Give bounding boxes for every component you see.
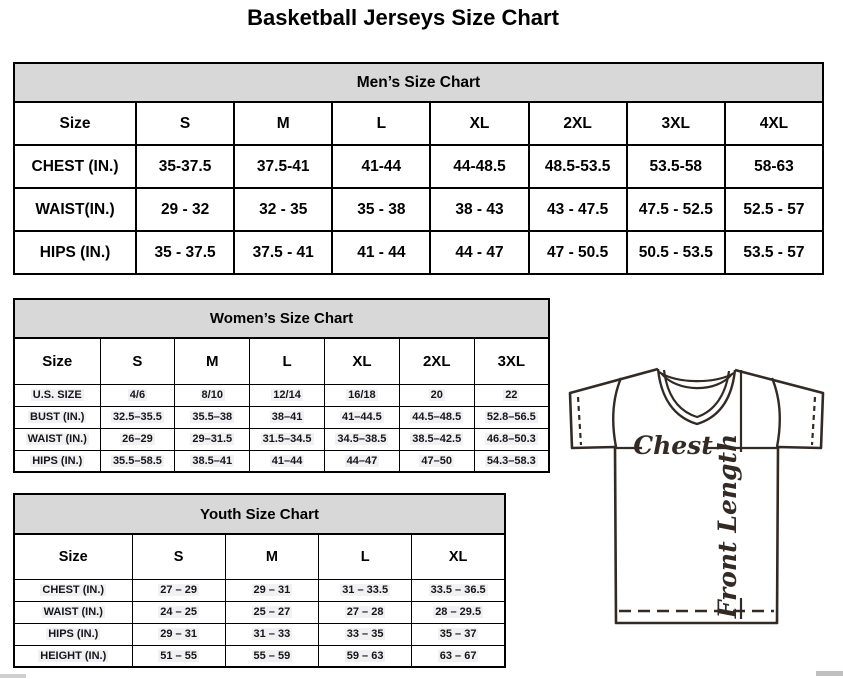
mens-size-column-header: S	[136, 102, 234, 145]
womens-value-cell-text: 41–44	[271, 454, 303, 467]
womens-value-cell-text: 29–31.5	[192, 433, 233, 445]
youth-value-cell	[225, 645, 318, 667]
mens-size-column-header: 4XL	[725, 102, 823, 145]
youth-value-cell-text: 35 – 37	[439, 628, 477, 640]
youth-measurement-row	[14, 601, 505, 623]
youth-size-header-row	[14, 534, 505, 579]
chest-label: Chest	[633, 431, 713, 460]
mens-row-label: HIPS (IN.)	[14, 231, 136, 274]
youth-value-cell-text: 24 – 25	[160, 606, 197, 618]
mens-value-cell: 32 - 35	[234, 188, 332, 231]
mens-value-cell: 48.5-53.5	[529, 145, 627, 188]
right-armhole-seam	[772, 378, 780, 447]
womens-value-cell	[250, 406, 325, 428]
mens-size-column-header: M	[234, 102, 332, 145]
mens-size-header-row	[14, 102, 823, 145]
mens-row-label: CHEST (IN.)	[14, 145, 136, 188]
womens-value-cell	[324, 428, 399, 450]
womens-row-label-text: U.S. SIZE	[32, 389, 82, 401]
youth-value-cell-text: 63 – 67	[439, 649, 477, 662]
mens-size-column-header: 2XL	[529, 102, 627, 145]
womens-value-cell	[474, 384, 549, 406]
womens-value-cell	[474, 428, 549, 450]
youth-value-cell	[132, 623, 225, 645]
mens-value-cell: 37.5-41	[234, 145, 332, 188]
womens-value-cell-text: 41–44.5	[342, 411, 382, 423]
youth-value-cell-text: 29 – 31	[253, 584, 291, 596]
womens-value-cell	[324, 384, 399, 406]
womens-row-label	[14, 406, 100, 428]
womens-value-cell-text: 38–41	[271, 411, 303, 423]
mens-table-title-row	[14, 63, 823, 102]
womens-table-title: Women’s Size Chart	[14, 299, 549, 338]
youth-value-cell-text: 27 – 29	[160, 584, 197, 596]
womens-value-cell-text: 44.5–48.5	[412, 411, 462, 423]
youth-size-label: Size	[14, 534, 132, 579]
youth-measurement-row	[14, 579, 505, 601]
youth-value-cell-text: 33.5 – 36.5	[430, 584, 486, 596]
youth-value-cell	[132, 601, 225, 623]
mens-size-column-header: L	[332, 102, 430, 145]
mens-value-cell: 37.5 - 41	[234, 231, 332, 274]
jersey-outline	[570, 369, 823, 623]
mens-value-cell: 47.5 - 52.5	[627, 188, 725, 231]
youth-size-column-header: L	[319, 534, 412, 579]
womens-value-cell-text: 52.8–56.5	[486, 411, 536, 423]
mens-value-cell: 41-44	[332, 145, 430, 188]
womens-value-cell-text: 47–50	[421, 454, 453, 467]
womens-row-label	[14, 428, 100, 450]
womens-size-column-header: M	[175, 338, 250, 384]
womens-value-cell	[474, 406, 549, 428]
womens-size-label: Size	[14, 338, 100, 384]
womens-row-label	[14, 450, 100, 472]
womens-value-cell	[175, 406, 250, 428]
womens-row-label-text: BUST (IN.)	[30, 411, 85, 423]
right-cuff-dashed-line	[812, 397, 815, 445]
mens-value-cell: 43 - 47.5	[529, 188, 627, 231]
mens-size-column-header: 3XL	[627, 102, 725, 145]
youth-size-column-header: XL	[412, 534, 505, 579]
youth-measurement-row	[14, 623, 505, 645]
youth-value-cell-text: 59 – 63	[346, 649, 384, 662]
youth-value-cell	[412, 579, 505, 601]
womens-value-cell-text: 38.5–42.5	[412, 433, 462, 445]
mens-measurement-row	[14, 231, 823, 274]
womens-measurement-row	[14, 384, 549, 406]
womens-row-label-text: WAIST (IN.)	[27, 433, 87, 445]
womens-value-cell-text: 12/14	[273, 389, 301, 401]
youth-row-label	[14, 579, 132, 601]
youth-size-column-header: S	[132, 534, 225, 579]
jersey-measurement-diagram	[558, 360, 843, 630]
womens-value-cell	[474, 450, 549, 472]
scrollbar-fragment-right	[816, 671, 843, 676]
youth-row-label	[14, 623, 132, 645]
youth-value-cell	[225, 623, 318, 645]
front-length-label: Front Length	[713, 433, 742, 619]
womens-value-cell-text: 16/18	[348, 389, 376, 401]
womens-measurement-row	[14, 406, 549, 428]
womens-row-label	[14, 384, 100, 406]
youth-row-label-text: HIPS (IN.)	[48, 628, 99, 640]
womens-value-cell	[399, 428, 474, 450]
youth-value-cell-text: 27 – 28	[346, 606, 384, 618]
youth-value-cell	[132, 579, 225, 601]
mens-value-cell: 58-63	[725, 145, 823, 188]
womens-value-cell	[100, 450, 175, 472]
womens-size-column-header: L	[250, 338, 325, 384]
youth-value-cell-text: 28 – 29.5	[435, 606, 482, 618]
youth-table-title: Youth Size Chart	[14, 494, 505, 534]
mens-size-column-header: XL	[430, 102, 528, 145]
womens-value-cell	[175, 384, 250, 406]
youth-value-cell	[412, 623, 505, 645]
mens-table-title: Men’s Size Chart	[14, 63, 823, 102]
scrollbar-fragment-left	[0, 674, 26, 678]
womens-value-cell-text: 44–47	[346, 454, 378, 467]
mens-value-cell: 44-48.5	[430, 145, 528, 188]
womens-value-cell	[100, 384, 175, 406]
womens-size-column-header: S	[100, 338, 175, 384]
youth-row-label-text: HEIGHT (IN.)	[40, 649, 107, 662]
mens-value-cell: 47 - 50.5	[529, 231, 627, 274]
youth-value-cell-text: 51 – 55	[160, 649, 197, 662]
womens-value-cell	[250, 450, 325, 472]
youth-row-label	[14, 601, 132, 623]
youth-value-cell-text: 25 – 27	[253, 606, 291, 618]
youth-measurement-row	[14, 645, 505, 667]
womens-value-cell	[250, 428, 325, 450]
womens-value-cell-text: 38.5–41	[192, 454, 233, 467]
mens-value-cell: 41 - 44	[332, 231, 430, 274]
page-title: Basketball Jerseys Size Chart	[247, 5, 559, 30]
youth-row-label-text: WAIST (IN.)	[43, 606, 103, 618]
youth-value-cell	[412, 645, 505, 667]
womens-row-label-text: HIPS (IN.)	[32, 454, 83, 467]
youth-value-cell	[319, 645, 412, 667]
mens-value-cell: 29 - 32	[136, 188, 234, 231]
youth-table-title-row	[14, 494, 505, 534]
womens-measurement-row	[14, 428, 549, 450]
youth-value-cell	[225, 579, 318, 601]
mens-row-label: WAIST(IN.)	[14, 188, 136, 231]
youth-value-cell-text: 29 – 31	[160, 628, 197, 640]
mens-value-cell: 38 - 43	[430, 188, 528, 231]
mens-size-chart-table	[13, 62, 824, 275]
mens-size-label: Size	[14, 102, 136, 145]
youth-row-label	[14, 645, 132, 667]
youth-value-cell	[412, 601, 505, 623]
youth-value-cell-text: 55 – 59	[253, 649, 291, 662]
left-cuff-dashed-line	[578, 397, 581, 445]
mens-value-cell: 35 - 38	[332, 188, 430, 231]
mens-value-cell: 52.5 - 57	[725, 188, 823, 231]
womens-value-cell-text: 32.5–35.5	[112, 411, 162, 423]
youth-size-chart-table	[13, 493, 506, 668]
womens-value-cell	[175, 450, 250, 472]
womens-value-cell-text: 22	[505, 389, 518, 401]
womens-value-cell-text: 46.8–50.3	[486, 433, 536, 445]
womens-size-column-header: XL	[324, 338, 399, 384]
left-armhole-seam	[613, 378, 621, 447]
womens-size-header-row	[14, 338, 549, 384]
womens-value-cell-text: 34.5–38.5	[337, 433, 387, 445]
womens-value-cell-text: 8/10	[201, 389, 223, 401]
youth-value-cell	[319, 601, 412, 623]
womens-value-cell-text: 54.3–58.3	[486, 454, 536, 467]
youth-value-cell-text: 31 – 33.5	[342, 584, 389, 596]
youth-row-label-text: CHEST (IN.)	[42, 584, 105, 596]
mens-value-cell: 53.5 - 57	[725, 231, 823, 274]
womens-value-cell	[100, 428, 175, 450]
mens-value-cell: 53.5-58	[627, 145, 725, 188]
womens-value-cell-text: 20	[430, 389, 443, 401]
mens-value-cell: 44 - 47	[430, 231, 528, 274]
mens-measurement-row	[14, 188, 823, 231]
womens-value-cell	[324, 450, 399, 472]
youth-value-cell	[132, 645, 225, 667]
mens-value-cell: 50.5 - 53.5	[627, 231, 725, 274]
womens-size-column-header: 3XL	[474, 338, 549, 384]
womens-value-cell	[324, 406, 399, 428]
womens-size-chart-table	[13, 298, 550, 473]
youth-value-cell	[319, 579, 412, 601]
mens-measurement-row	[14, 145, 823, 188]
womens-measurement-row	[14, 450, 549, 472]
womens-value-cell-text: 31.5–34.5	[262, 433, 312, 445]
womens-value-cell	[100, 406, 175, 428]
youth-size-column-header: M	[225, 534, 318, 579]
youth-value-cell	[225, 601, 318, 623]
womens-table-title-row	[14, 299, 549, 338]
womens-value-cell	[399, 406, 474, 428]
mens-value-cell: 35 - 37.5	[136, 231, 234, 274]
womens-value-cell-text: 4/6	[129, 389, 146, 401]
womens-value-cell	[175, 428, 250, 450]
youth-value-cell	[319, 623, 412, 645]
womens-value-cell-text: 35.5–38	[192, 411, 233, 423]
womens-size-column-header: 2XL	[399, 338, 474, 384]
womens-value-cell-text: 35.5–58.5	[112, 454, 162, 467]
womens-value-cell	[399, 450, 474, 472]
mens-value-cell: 35-37.5	[136, 145, 234, 188]
youth-value-cell-text: 33 – 35	[346, 628, 384, 640]
womens-value-cell	[250, 384, 325, 406]
youth-value-cell-text: 31 – 33	[253, 628, 291, 640]
womens-value-cell-text: 26–29	[122, 433, 153, 445]
womens-value-cell	[399, 384, 474, 406]
